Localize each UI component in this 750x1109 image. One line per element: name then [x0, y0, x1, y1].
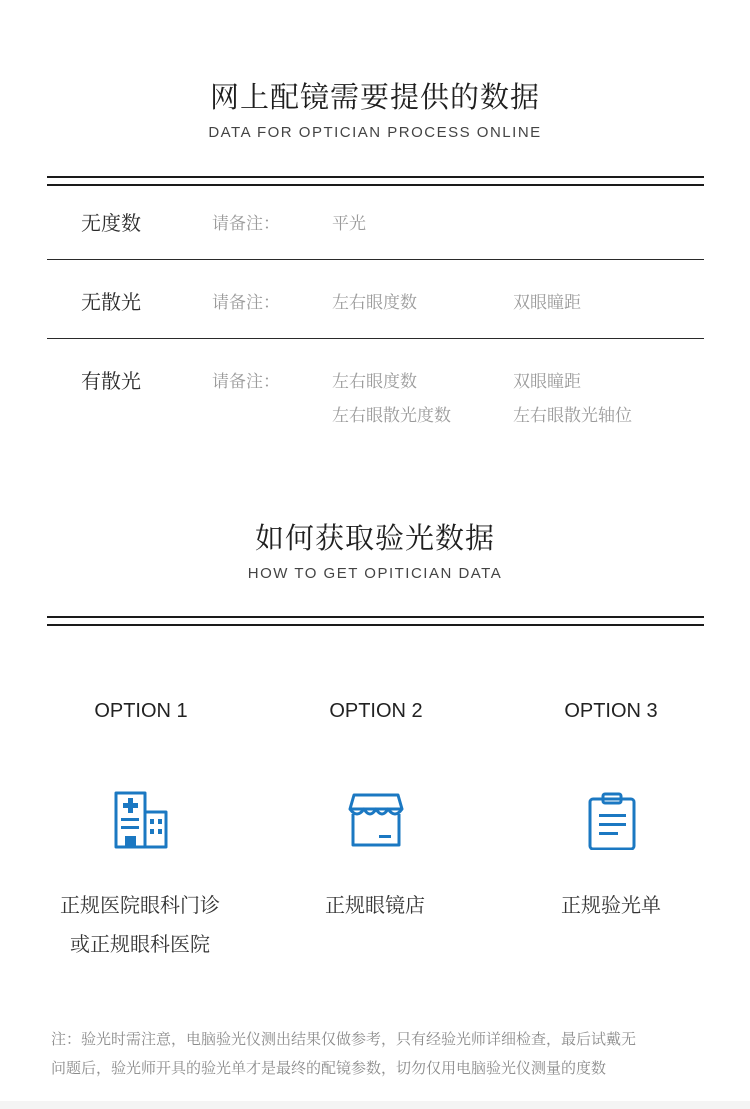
option-1-desc-line: 正规医院眼科门诊 [60, 893, 220, 917]
optical-store-icon [346, 790, 406, 850]
option-1-desc [20, 886, 260, 964]
row-label-astigmatism: 有散光 [81, 369, 141, 393]
prescription-clipboard-icon [582, 790, 642, 850]
section-subtitle-how-to: HOW TO GET OPITICIAN DATA [247, 565, 503, 582]
option-2-label: OPTION 2 [329, 700, 423, 722]
option-1-desc-line: 或正规眼科医院 [70, 932, 210, 956]
option-1-label: OPTION 1 [94, 700, 188, 722]
double-divider [47, 616, 704, 626]
row-value: 左右眼散光轴位 [513, 406, 632, 426]
hospital-icon [111, 790, 171, 850]
row-label-no-astigmatism: 无散光 [81, 290, 141, 314]
row-value: 双眼瞳距 [513, 372, 581, 392]
footnote [51, 1025, 701, 1083]
divider [47, 338, 704, 339]
divider [47, 259, 704, 260]
row-note: 请备注： [212, 372, 280, 392]
option-3-desc-line: 正规验光单 [561, 893, 661, 917]
double-divider [47, 176, 704, 186]
option-2-desc [255, 886, 495, 925]
section-title-how-to: 如何获取验光数据 [254, 521, 495, 555]
row-value: 左右眼度数 [332, 372, 417, 392]
option-3-desc [491, 886, 731, 925]
bottom-edge [0, 1101, 750, 1109]
section-title-data: 网上配镜需要提供的数据 [209, 80, 540, 114]
row-value: 平光 [332, 214, 366, 234]
option-2-desc-line: 正规眼镜店 [325, 893, 425, 917]
option-3-label: OPTION 3 [564, 700, 658, 722]
row-value: 双眼瞳距 [513, 293, 581, 313]
section-subtitle-data: DATA FOR OPTICIAN PROCESS ONLINE [208, 124, 542, 141]
footnote-line: 注：验光时需注意，电脑验光仪测出结果仅做参考，只有经验光师详细检查，最后试戴无 [51, 1030, 637, 1048]
row-note: 请备注： [212, 293, 280, 313]
row-value: 左右眼度数 [332, 293, 417, 313]
row-value: 左右眼散光度数 [332, 406, 451, 426]
row-note: 请备注： [212, 214, 280, 234]
row-label-no-prescription: 无度数 [81, 211, 141, 235]
footnote-line: 问题后，验光师开具的验光单才是最终的配镜参数，切勿仅用电脑验光仪测量的度数 [51, 1059, 607, 1077]
